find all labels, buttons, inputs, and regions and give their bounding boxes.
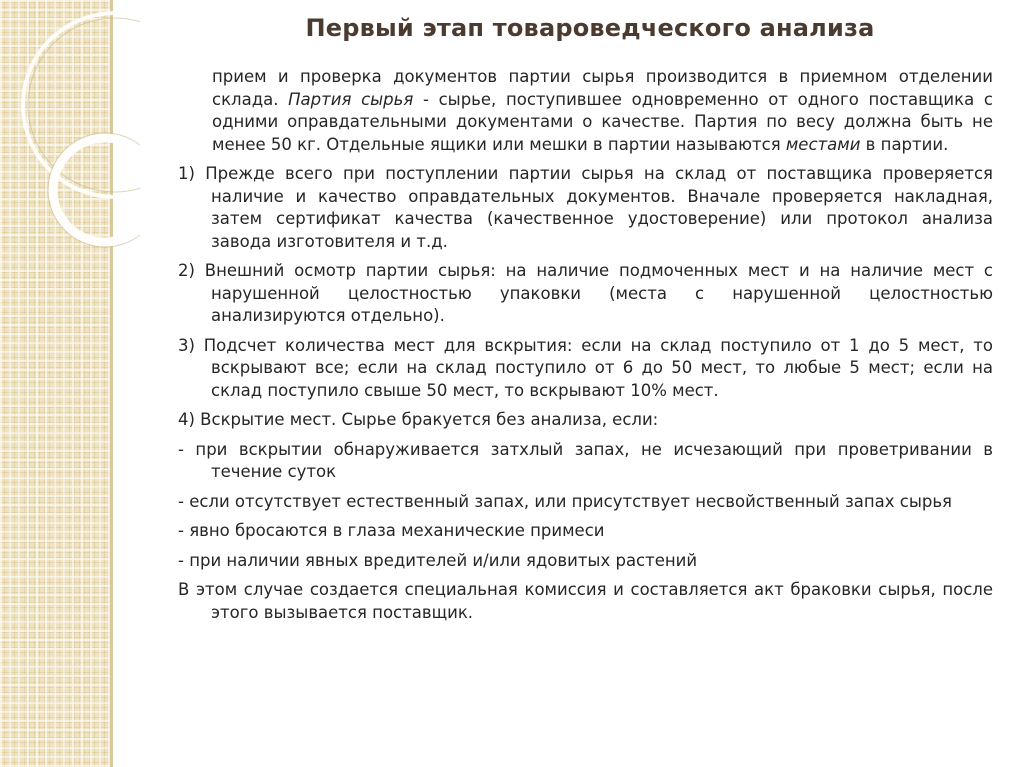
slide-body	[178, 66, 993, 631]
decorative-rings	[0, 0, 140, 320]
reject-condition-musty-smell: - при вскрытии обнаруживается затхлый запах, не исчезающий при проветривании в течение суток	[178, 439, 993, 481]
slide-title: Первый этап товароведческого анализа	[305, 14, 875, 42]
step-3-paragraph: 3) Подсчет количества мест для вскрытия: если на склад поступило от 1 до 5 мест, то вскрывают все; если на склад поступило от 6 до 50 мест, то любые 5 мест; если на склад поступило свыше 50 мест, то вскрывают 10% мест.	[178, 335, 993, 400]
intro-text-2: - сырье, поступившее одновременно от одного поставщика с одними оправдательными документами о качестве. Партия по весу должна быть не менее 50 кг. Отдельные ящики или мешки в партии называются	[212, 89, 993, 154]
decorative-ring-small-shadow	[48, 133, 140, 247]
reject-condition-impurities: - явно бросаются в глаза механические примеси	[178, 521, 605, 540]
intro-term-places: местами	[785, 134, 861, 154]
intro-paragraph	[178, 66, 993, 156]
intro-term-batch: Партия сырья	[288, 89, 414, 109]
step-4-paragraph: 4) Вскрытие мест. Сырье бракуется без анализа, если:	[178, 410, 659, 429]
step-1-paragraph: 1) Прежде всего при поступлении партии сырья на склад от поставщика проверяется наличие и качество оправдательных документов. Вначале проверяется накладная, затем сертификат качества (качественное удостоверение) или протокол анализа завода изготовителя и т.д.	[178, 164, 993, 251]
intro-text-3: в партии.	[860, 134, 949, 154]
conclusion-paragraph: В этом случае создается специальная комиссия и составляется акт браковки сырья, после этого вызывается поставщик.	[178, 580, 993, 622]
decorative-ring-large	[23, 13, 140, 197]
reject-condition-pests: - при наличии явных вредителей и/или ядовитых растений	[178, 550, 698, 570]
reject-condition-foreign-smell: - если отсутствует естественный запах, или присутствует несвойственный запах сырья	[178, 491, 952, 511]
step-2-paragraph: 2) Внешний осмотр партии сырья: на наличие подмоченных мест и на наличие мест с нарушенной целостностью упаковки (места с нарушенной целостностью анализируются отдельно).	[178, 261, 993, 325]
intro-text-1: прием и проверка документов партии сырья производится в приемном отделении склада.	[212, 67, 993, 109]
